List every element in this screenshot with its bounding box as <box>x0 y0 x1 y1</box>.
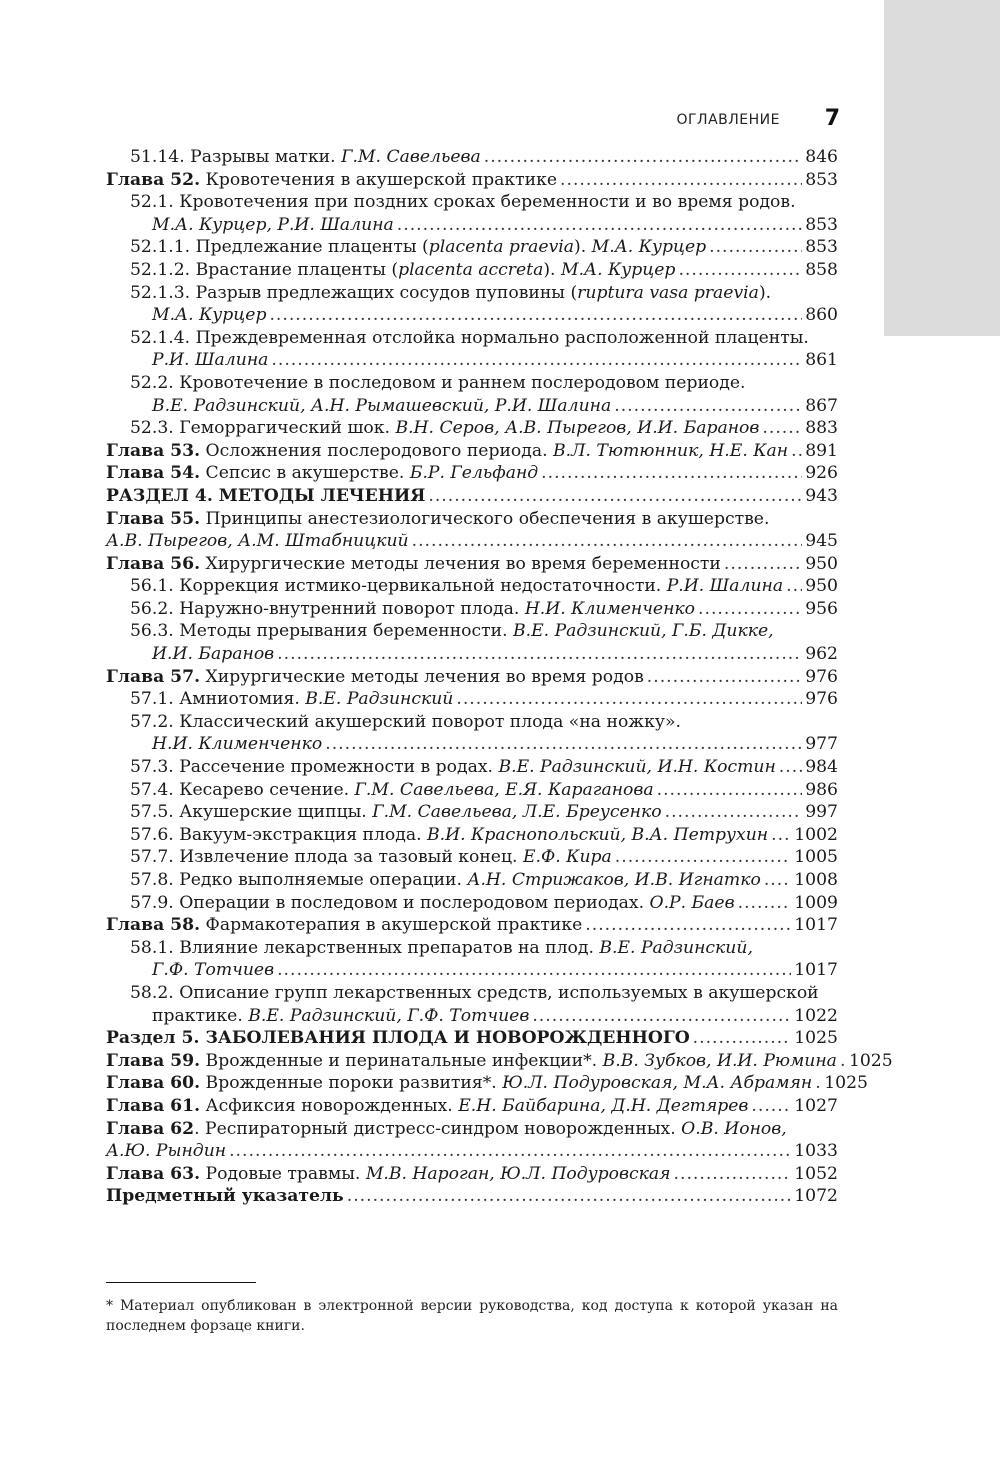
toc-dot-leader <box>269 304 802 327</box>
running-head <box>640 108 840 130</box>
toc-entry-heading: Глава 60. <box>106 1073 201 1094</box>
toc-page-number: 891 <box>805 440 838 461</box>
toc-entry-title: 58.2. Описание групп лекарственных средств, используемых в акушерской <box>130 982 819 1003</box>
toc-entry-title: Родовые травмы. <box>200 1163 366 1184</box>
toc-page-number: 858 <box>805 259 838 280</box>
toc-entry-text <box>106 1163 671 1186</box>
toc-page-number: 861 <box>805 350 838 371</box>
toc-entry-title: Принципы анестезиологического обеспечения в акушерстве. <box>200 508 770 529</box>
toc-entry[interactable] <box>106 191 838 214</box>
toc-entry-text <box>130 801 662 824</box>
toc-page-number: 950 <box>805 576 838 597</box>
toc-entry-text <box>106 485 425 508</box>
toc-entry-authors: А.Н. Стрижаков, И.В. Игнатко <box>467 870 761 890</box>
toc-entry-text <box>130 688 453 711</box>
toc-entry-text <box>130 779 654 802</box>
toc-dot-leader <box>347 1185 792 1208</box>
toc-entry-title: 52.2. Кровотечение в последовом и раннем послеродовом периоде. <box>130 372 746 393</box>
toc-entry[interactable] <box>106 259 838 282</box>
toc-entry-title-tail: ). <box>574 237 592 258</box>
toc-entry-latin: ruptura vasa praevia <box>577 282 759 303</box>
toc-entry-title-tail: ). <box>543 259 561 280</box>
toc-dot-leader <box>428 485 802 508</box>
footnote-rule <box>106 1282 256 1283</box>
toc-entry-text <box>130 846 612 869</box>
toc-entry-title: 57.2. Классический акушерский поворот плода «на ножку». <box>130 711 681 732</box>
toc-page-number: 1033 <box>794 1141 838 1162</box>
toc-entry[interactable] <box>106 620 838 643</box>
toc-page-number: 986 <box>805 779 838 800</box>
toc-entry-text <box>130 598 695 621</box>
toc-entry-authors: В.Е. Радзинский, А.Н. Рымашевский, Р.И. Шалина <box>152 395 612 416</box>
toc-entry-authors: В.Е. Радзинский, Г.Б. Дикке, <box>513 621 774 642</box>
toc-dot-leader <box>786 575 802 598</box>
toc-entry-text <box>130 146 481 169</box>
toc-entry[interactable] <box>106 508 838 531</box>
toc-entry[interactable] <box>106 236 838 259</box>
toc-dot-leader <box>709 236 802 259</box>
toc-entry[interactable] <box>106 643 838 666</box>
toc-entry[interactable] <box>106 575 838 598</box>
toc-entry-authors: Р.И. Шалина <box>666 576 784 597</box>
toc-entry-heading: Раздел 5. ЗАБОЛЕВАНИЯ ПЛОДА И НОВОРОЖДЕННОГО <box>106 1028 690 1049</box>
toc-entry-text <box>106 530 409 553</box>
toc-page-number: 1009 <box>794 892 838 913</box>
toc-entry[interactable] <box>106 440 838 463</box>
toc-page-number: 1017 <box>794 960 838 981</box>
toc-dot-leader <box>764 869 791 892</box>
toc-entry[interactable] <box>106 1005 838 1028</box>
toc-entry-heading: Глава 54. <box>106 463 201 484</box>
toc-entry[interactable] <box>106 598 838 621</box>
toc-page-number: 1052 <box>794 1163 838 1184</box>
toc-entry-title: 52.1.2. Врастание плаценты ( <box>130 259 399 280</box>
toc-dot-leader <box>724 553 802 576</box>
toc-entry-text <box>106 553 721 576</box>
toc-dot-leader <box>771 824 791 847</box>
toc-page-number: 962 <box>805 644 838 665</box>
toc-entry-authors: Г.М. Савельева, Л.Е. Бреусенко <box>372 802 662 823</box>
toc-entry-text <box>152 395 611 418</box>
toc-entry[interactable] <box>106 892 838 915</box>
toc-entry-title: 57.6. Вакуум-экстракция плода. <box>130 824 428 845</box>
toc-entry-text <box>152 643 274 666</box>
toc-page-number: 1025 <box>824 1073 868 1094</box>
toc-entry-heading: Глава 52. <box>106 169 201 190</box>
toc-entry-title-tail: ). <box>758 282 772 303</box>
toc-page-number: 1005 <box>794 847 838 868</box>
toc-entry-title: 57.5. Акушерские щипцы. <box>130 802 373 823</box>
toc-entry-authors: Г.М. Савельева, Е.Я. Караганова <box>354 779 654 800</box>
toc-page-number: 1025 <box>794 1028 838 1049</box>
toc-entry[interactable] <box>106 1185 838 1208</box>
toc-page-number: 977 <box>805 734 838 755</box>
toc-dot-leader <box>412 530 803 553</box>
toc-entry-title: 57.3. Рассечение промежности в родах. <box>130 757 499 778</box>
toc-entry-authors: Г.М. Савельева <box>341 147 481 167</box>
toc-entry[interactable] <box>106 1140 838 1163</box>
toc-entry-title: 57.7. Извлечение плода за тазовый конец. <box>130 847 523 868</box>
toc-entry-title: Хирургические методы лечения во время беременности <box>200 553 721 574</box>
toc-entry-authors: В.В. Зубков, И.И. Рюмина <box>602 1050 837 1071</box>
toc-entry-authors: В.Е. Радзинский, <box>599 937 753 958</box>
toc-entry-text <box>106 666 644 689</box>
toc-entry[interactable] <box>106 688 838 711</box>
toc-dot-leader <box>456 688 802 711</box>
toc-entry-title: 52.1.3. Разрыв предлежащих сосудов пуповины ( <box>130 282 578 303</box>
toc-page-number: 926 <box>805 463 838 484</box>
toc-entry-authors: М.В. Нароган, Ю.Л. Подуровская <box>365 1163 671 1184</box>
toc-entry[interactable] <box>106 959 838 982</box>
toc-page-number: 997 <box>805 802 838 823</box>
toc-entry-authors: Р.И. Шалина <box>152 350 269 371</box>
toc-dot-leader <box>647 666 802 689</box>
toc-entry-authors: Б.Р. Гельфанд <box>409 463 539 484</box>
toc-entry[interactable] <box>106 914 838 937</box>
toc-entry[interactable] <box>106 937 838 960</box>
toc-entry[interactable] <box>106 824 838 847</box>
running-head-title: ОГЛАВЛЕНИЕ <box>676 112 780 128</box>
toc-entry-authors: О.В. Ионов, <box>681 1118 787 1139</box>
toc-entry-title: 52.1.4. Преждевременная отслойка нормально расположенной плаценты. <box>130 327 809 348</box>
toc-page-number: 853 <box>805 214 838 235</box>
toc-entry-text <box>130 869 761 892</box>
toc-entry-title: практике. <box>152 1005 249 1026</box>
toc-entry-text <box>106 914 582 937</box>
toc-page-number: 846 <box>805 147 838 167</box>
toc-dot-leader <box>484 146 802 169</box>
toc-entry[interactable] <box>106 485 838 508</box>
toc-entry-text <box>106 508 769 531</box>
toc-entry[interactable] <box>106 1072 868 1095</box>
toc-page-number: 945 <box>805 531 838 552</box>
toc-entry-latin: placenta praevia <box>428 237 575 258</box>
toc-entry-text <box>106 1140 226 1163</box>
toc-entry-title: 56.1. Коррекция истмико-цервикальной недостаточности. <box>130 576 667 597</box>
toc-entry[interactable] <box>106 733 838 756</box>
toc-entry-text <box>130 191 796 214</box>
toc-entry-text <box>130 259 675 282</box>
toc-entry-text <box>152 1005 529 1028</box>
toc-entry-text <box>106 1118 787 1141</box>
toc-entry-title: . Респираторный дистресс-синдром новорожденных. <box>194 1118 682 1139</box>
toc-entry-text <box>130 372 745 395</box>
toc-entry[interactable] <box>106 779 838 802</box>
toc-entry-text <box>130 282 771 305</box>
toc-entry-title: 52.1. Кровотечения при поздних сроках беременности и во время родов. <box>130 192 796 213</box>
toc-dot-leader <box>229 1140 791 1163</box>
toc-entry-authors: В.Е. Радзинский <box>305 689 454 710</box>
toc-entry[interactable] <box>106 327 838 350</box>
toc-page-number: 853 <box>805 237 838 258</box>
toc-page-number: 867 <box>805 395 838 416</box>
toc-entry-text <box>152 214 394 237</box>
toc-entry-authors: В.Е. Радзинский, Г.Ф. Тотчиев <box>248 1005 530 1026</box>
toc-dot-leader <box>277 959 791 982</box>
toc-entry-authors: М.А. Курцер <box>152 305 267 326</box>
toc-entry-heading: Глава 53. <box>106 440 201 461</box>
toc-entry[interactable] <box>106 1095 838 1118</box>
toc-entry-text <box>130 711 681 734</box>
toc-page-number: 956 <box>805 598 838 619</box>
toc-page-number: 976 <box>805 666 838 687</box>
toc-entry-authors: А.Ю. Рындин <box>106 1141 227 1162</box>
toc-page-number: 984 <box>805 757 838 778</box>
toc-dot-leader <box>762 417 802 440</box>
toc-entry-text <box>130 327 809 350</box>
toc-dot-leader <box>674 1163 792 1186</box>
toc-entry-authors: М.А. Курцер, Р.И. Шалина <box>152 214 394 235</box>
toc-entry-authors: Е.Н. Байбарина, Д.Н. Дегтярев <box>458 1095 749 1116</box>
toc-entry-title: Фармакотерапия в акушерской практике <box>200 915 583 936</box>
toc-entry[interactable] <box>106 417 838 440</box>
toc-entry-authors: М.А. Курцер <box>560 259 676 280</box>
toc-page-number: 1017 <box>794 915 838 936</box>
toc-entry-text <box>106 1050 837 1073</box>
toc-entry-text <box>130 236 706 259</box>
toc-entry-authors: Н.И. Клименченко <box>524 598 696 619</box>
toc-dot-leader <box>678 259 802 282</box>
toc-dot-leader <box>657 779 803 802</box>
toc-entry-authors: А.В. Пырегов, А.М. Штабницкий <box>106 531 409 552</box>
toc-page-number: 860 <box>805 305 838 326</box>
toc-entry-title: 52.1.1. Предлежание плаценты ( <box>130 237 429 258</box>
toc-entry-text <box>130 982 819 1005</box>
toc-entry[interactable] <box>106 1050 893 1073</box>
toc-entry-heading: Предметный указатель <box>106 1186 344 1207</box>
toc-dot-leader <box>665 801 803 824</box>
toc-entry-authors: В.И. Краснопольский, В.А. Петрухин <box>427 824 769 845</box>
toc-dot-leader <box>698 598 802 621</box>
toc-entry-title: 58.1. Влияние лекарственных препаратов на плод. <box>130 937 600 958</box>
toc-page-number: 1072 <box>794 1186 838 1207</box>
toc-entry[interactable] <box>106 349 838 372</box>
toc-entry[interactable] <box>106 553 838 576</box>
toc-entry-authors: В.Н. Серов, А.В. Пырегов, И.И. Баранов <box>395 418 760 439</box>
toc-entry-text <box>130 937 753 960</box>
toc-entry-text <box>152 733 322 756</box>
toc-entry[interactable] <box>106 666 838 689</box>
toc-entry-heading: Глава 55. <box>106 508 201 529</box>
toc-entry[interactable] <box>106 756 838 779</box>
toc-entry-title: 57.1. Амниотомия. <box>130 689 306 710</box>
toc-dot-leader <box>541 462 802 485</box>
footnote: * Материал опубликован в электронной версии руководства, код доступа к которой указан на последнем форзаце книги. <box>106 1298 838 1334</box>
toc-dot-leader <box>532 1005 791 1028</box>
toc-page-number: 1022 <box>794 1005 838 1026</box>
toc-dot-leader <box>815 1072 821 1095</box>
toc-entry[interactable] <box>106 869 838 892</box>
toc-entry-title: Врожденные и перинатальные инфекции*. <box>200 1050 603 1071</box>
toc-entry-heading: Глава 57. <box>106 666 201 687</box>
toc-entry-title: Асфиксия новорожденных. <box>200 1095 459 1116</box>
toc-entry[interactable] <box>106 372 838 395</box>
toc-entry-authors: Е.Ф. Кира <box>522 847 612 868</box>
toc-entry-text <box>130 417 759 440</box>
toc-entry-heading: РАЗДЕЛ 4. МЕТОДЫ ЛЕЧЕНИЯ <box>106 485 426 506</box>
toc-page-number: 1027 <box>794 1095 838 1116</box>
toc-entry-authors: О.Р. Баев <box>649 892 735 913</box>
table-of-contents <box>106 146 893 1208</box>
toc-entry-authors: Г.Ф. Тотчиев <box>152 960 275 981</box>
toc-dot-leader <box>779 756 802 779</box>
toc-dot-leader <box>615 846 791 869</box>
toc-entry-title: Кровотечения в акушерской практике <box>200 169 558 190</box>
toc-entry-text <box>106 1095 748 1118</box>
toc-entry-authors: В.Л. Тютюнник, Н.Е. Кан <box>553 440 789 461</box>
toc-dot-leader <box>585 914 791 937</box>
toc-entry-text <box>130 575 783 598</box>
toc-dot-leader <box>614 395 802 418</box>
toc-entry[interactable] <box>106 982 838 1005</box>
toc-page-number: 853 <box>805 169 838 190</box>
toc-entry[interactable] <box>106 146 838 169</box>
toc-entry[interactable] <box>106 304 838 327</box>
toc-entry[interactable] <box>106 1118 838 1141</box>
toc-dot-leader <box>791 440 802 463</box>
toc-entry-title: Врожденные пороки развития*. <box>200 1073 503 1094</box>
toc-entry-text <box>152 349 268 372</box>
page-number: 7 <box>824 106 840 131</box>
toc-entry-authors: В.Е. Радзинский, И.Н. Костин <box>498 757 776 778</box>
toc-dot-leader <box>271 349 802 372</box>
toc-entry-text <box>106 1185 344 1208</box>
toc-entry-title: 56.3. Методы прерывания беременности. <box>130 621 514 642</box>
toc-page-number: 950 <box>805 553 838 574</box>
toc-entry-text <box>152 959 274 982</box>
toc-entry-title: 51.14. Разрывы матки. <box>130 147 342 167</box>
toc-page-number: 976 <box>805 689 838 710</box>
toc-entry-text <box>106 1027 690 1050</box>
toc-entry-title: Сепсис в акушерстве. <box>200 463 410 484</box>
toc-entry[interactable] <box>106 846 838 869</box>
toc-entry-text <box>130 756 776 779</box>
toc-entry-title: 57.8. Редко выполняемые операции. <box>130 870 468 890</box>
toc-dot-leader <box>277 643 802 666</box>
toc-page-number: 1025 <box>848 1050 893 1071</box>
toc-entry[interactable] <box>106 462 838 485</box>
toc-entry-title: 56.2. Наружно-внутренний поворот плода. <box>130 598 525 619</box>
toc-entry-title: Хирургические методы лечения во время родов <box>200 666 644 687</box>
toc-entry[interactable] <box>106 801 838 824</box>
toc-entry[interactable] <box>106 214 838 237</box>
toc-entry-title: 57.4. Кесарево сечение. <box>130 779 355 800</box>
toc-dot-leader <box>560 169 802 192</box>
toc-entry-heading: Глава 56. <box>106 553 201 574</box>
toc-entry[interactable] <box>106 395 838 418</box>
toc-dot-leader <box>840 1050 846 1073</box>
toc-dot-leader <box>325 733 802 756</box>
toc-entry-heading: Глава 62 <box>106 1118 195 1139</box>
toc-entry-text <box>106 440 788 463</box>
toc-entry-authors: Н.И. Клименченко <box>152 734 323 755</box>
toc-entry-authors: М.А. Курцер <box>591 237 707 258</box>
section-edge-tab <box>884 0 1000 336</box>
toc-entry-title: 52.3. Геморрагический шок. <box>130 418 396 439</box>
toc-entry-heading: Глава 61. <box>106 1095 201 1116</box>
toc-page-number: 1008 <box>794 870 838 890</box>
toc-entry[interactable] <box>106 1027 838 1050</box>
toc-entry-title: 57.9. Операции в последовом и послеродовом периодах. <box>130 892 650 913</box>
toc-entry-text <box>130 892 735 915</box>
toc-entry-text <box>106 1072 812 1095</box>
toc-entry[interactable] <box>106 169 838 192</box>
toc-entry-text <box>106 462 538 485</box>
toc-entry-authors: И.И. Баранов <box>152 644 275 665</box>
toc-entry-text <box>130 620 774 643</box>
toc-page-number: 1002 <box>794 824 838 845</box>
toc-entry-authors: Ю.Л. Подуровская, М.А. Абрамян <box>502 1073 813 1094</box>
toc-entry-text <box>106 169 557 192</box>
toc-entry-title: Осложнения послеродового периода. <box>200 440 554 461</box>
toc-entry-latin: placenta accreta <box>398 259 544 280</box>
toc-dot-leader <box>693 1027 792 1050</box>
toc-page-number: 943 <box>805 485 838 506</box>
toc-dot-leader <box>738 892 792 915</box>
toc-entry-heading: Глава 59. <box>106 1050 201 1071</box>
toc-dot-leader <box>751 1095 791 1118</box>
toc-entry[interactable] <box>106 282 838 305</box>
toc-entry[interactable] <box>106 1163 838 1186</box>
toc-entry[interactable] <box>106 530 838 553</box>
toc-entry-heading: Глава 63. <box>106 1163 201 1184</box>
toc-entry-text <box>152 304 266 327</box>
toc-entry-heading: Глава 58. <box>106 915 201 936</box>
toc-entry-text <box>130 824 768 847</box>
toc-page-number: 883 <box>805 418 838 439</box>
toc-dot-leader <box>397 214 802 237</box>
toc-entry[interactable] <box>106 711 838 734</box>
